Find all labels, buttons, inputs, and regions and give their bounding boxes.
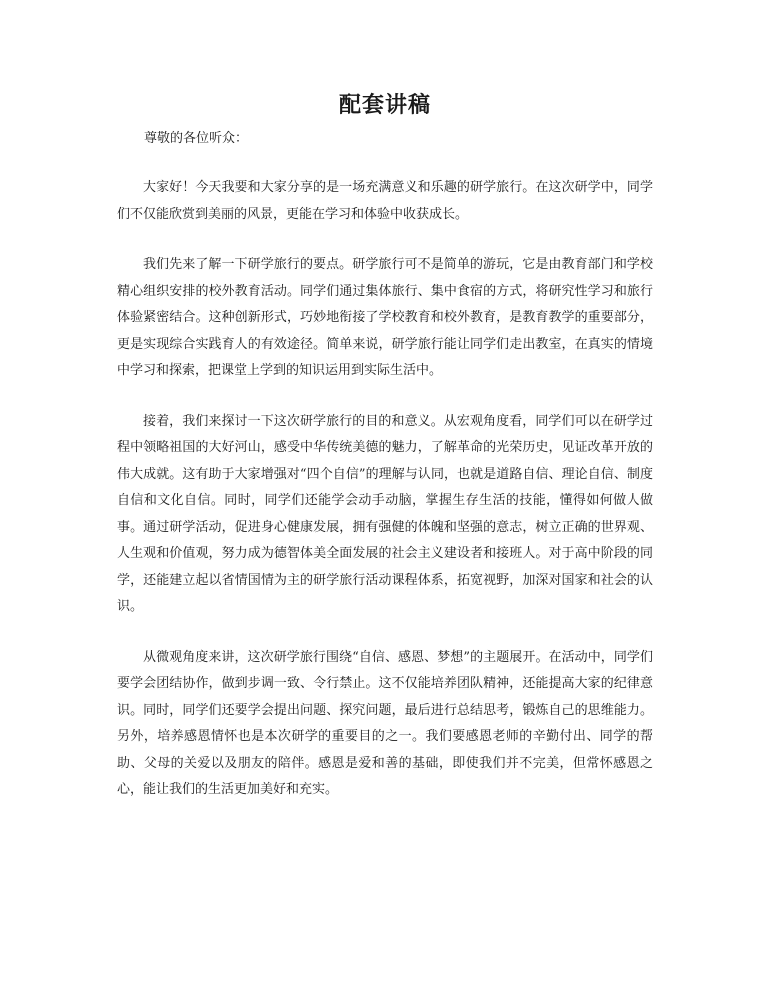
- paragraph-purpose-macro: 接着，我们来探讨一下这次研学旅行的目的和意义。从宏观角度看，同学们可以在研学过程中领略祖国的大好河山，感受中华传统美德的魅力，了解革命的光荣历史，见证改革开放的伟大成就。这有助于大家增强对“四个自信”的理解与认同，也就是道路自信、理论自信、制度自信和文化自信。同时，同学们还能学会动手动脑，掌握生存生活的技能，懂得如何做人做事。通过研学活动，促进身心健康发展，拥有强健的体魄和坚强的意志，树立正确的世界观、人生观和价值观，努力成为德智体美全面发展的社会主义建设者和接班人。对于高中阶段的同学，还能建立起以省情国情为主的研学旅行活动课程体系，拓宽视野，加深对国家和社会的认识。: [117, 413, 653, 614]
- document-title: 配套讲稿: [338, 92, 431, 118]
- salutation: 尊敬的各位听众：: [144, 131, 249, 146]
- paragraph-key-points: 我们先来了解一下研学旅行的要点。研学旅行可不是简单的游玩，它是由教育部门和学校精心组织安排的校外教育活动。同学们通过集体旅行、集中食宿的方式，将研究性学习和旅行体验紧密结合。这种创新形式，巧妙地衔接了学校教育和校外教育，是教育教学的重要部分，更是实现综合实践育人的有效途径。简单来说，研学旅行能让同学们走出教室，在真实的情境中学习和探索，把课堂上学到的知识运用到实际生活中。: [117, 257, 653, 378]
- paragraph-purpose-micro: 从微观角度来讲，这次研学旅行围绕“自信、感恩、梦想”的主题展开。在活动中，同学们要学会团结协作，做到步调一致、令行禁止。这不仅能培养团队精神，还能提高大家的纪律意识。同时，同学们还要学会提出问题、探究问题，最后进行总结思考，锻炼自己的思维能力。另外，培养感恩情怀也是本次研学的重要目的之一。我们要感恩老师的辛勤付出、同学的帮助、父母的关爱以及朋友的陪伴。感恩是爱和善的基础，即使我们并不完美，但常怀感恩之心，能让我们的生活更加美好和充实。: [117, 649, 653, 797]
- paragraph-greeting: 大家好！今天我要和大家分享的是一场充满意义和乐趣的研学旅行。在这次研学中，同学们不仅能欣赏到美丽的风景，更能在学习和体验中收获成长。: [117, 180, 653, 222]
- document-body: [117, 175, 653, 828]
